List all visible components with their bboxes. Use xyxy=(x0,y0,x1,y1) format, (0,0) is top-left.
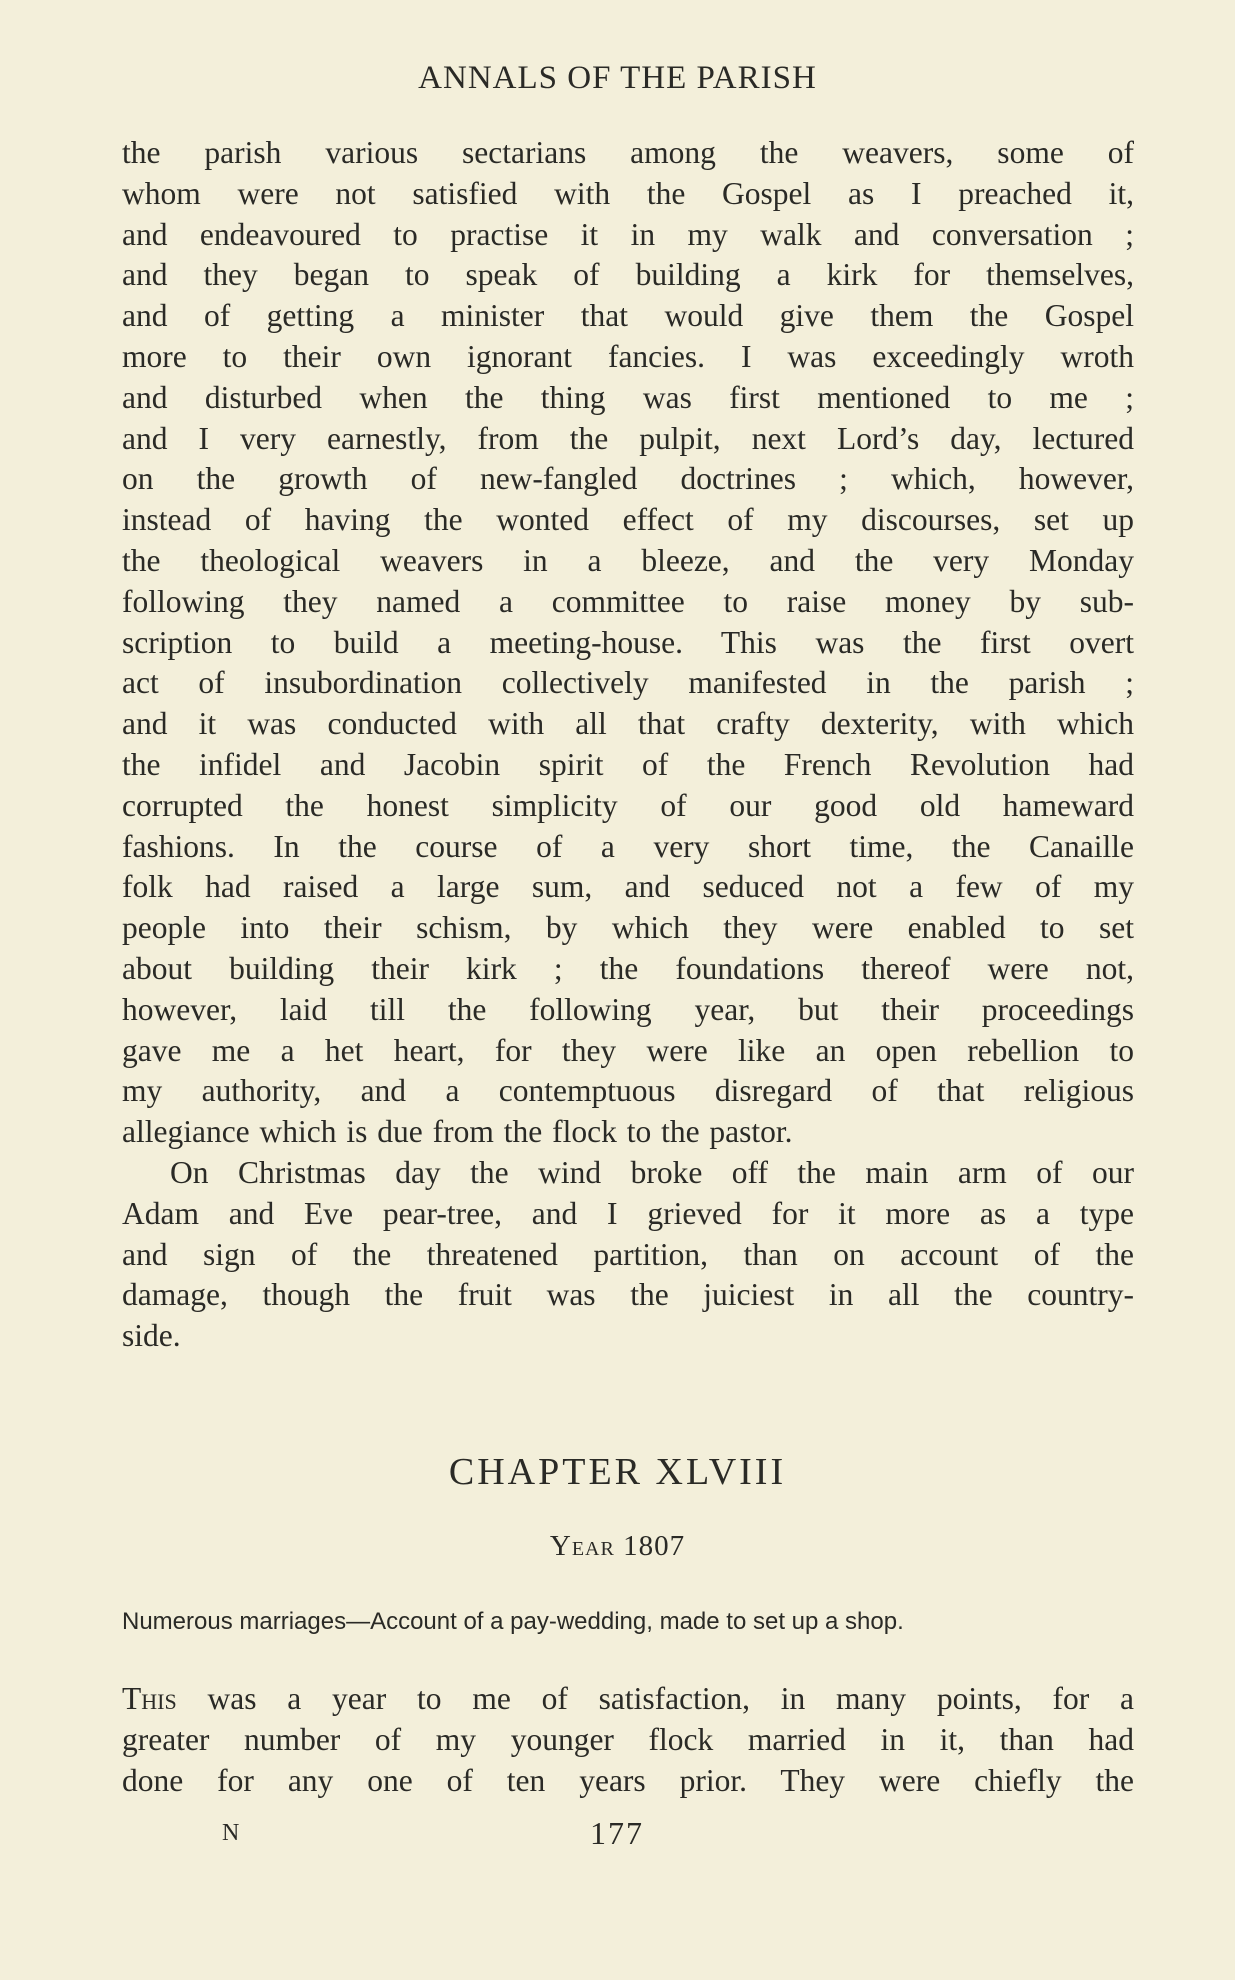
text-line: On Christmas day the wind broke off the main arm of our xyxy=(170,1154,1134,1190)
chapter-opening-paragraph xyxy=(122,1678,1134,1801)
text-line xyxy=(122,1678,1134,1719)
text-line: damage, though the fruit was the juiciest in all the country- xyxy=(122,1277,1134,1313)
text-line: however, laid till the following year, but their proceedings xyxy=(122,991,1134,1027)
text-line: on the growth of new-fangled doctrines ; which, however, xyxy=(122,461,1134,497)
chapter-title: CHAPTER XLVIII xyxy=(448,1451,787,1493)
text-line: scription to build a meeting-house. This was the first overt xyxy=(122,624,1134,660)
text-line: and it was conducted with all that crafty dexterity, with which xyxy=(122,706,1134,742)
page-number: 177 xyxy=(590,1815,644,1851)
text-line: and I very earnestly, from the pulpit, next Lord’s day, lectured xyxy=(122,420,1134,456)
text-line: fashions. In the course of a very short time, the Canaille xyxy=(122,828,1134,864)
text-line: more to their own ignorant fancies. I was exceedingly wroth xyxy=(122,338,1134,374)
running-head: ANNALS OF THE PARISH xyxy=(418,60,817,96)
text-line: people into their schism, by which they were enabled to set xyxy=(122,910,1134,946)
text-line: the infidel and Jacobin spirit of the French Revolution had xyxy=(122,746,1134,782)
text-line: whom were not satisfied with the Gospel as I preached it, xyxy=(122,175,1134,211)
opening-word: This xyxy=(122,1681,177,1716)
text-line-rest: was a year to me of satisfaction, in many points, for a xyxy=(176,1681,1134,1716)
text-line: done for any one of ten years prior. They were chiefly the xyxy=(122,1763,1134,1798)
text-line: following they named a committee to raise money by sub- xyxy=(122,583,1134,619)
text-line: about building their kirk ; the foundations thereof were not, xyxy=(122,950,1134,986)
text-line: corrupted the honest simplicity of our good old hameward xyxy=(122,787,1134,823)
text-line: and of getting a minister that would give them the Gospel xyxy=(122,298,1134,334)
text-line: and they began to speak of building a kirk for themselves, xyxy=(122,257,1134,293)
text-line: and sign of the threatened partition, than on account of the xyxy=(122,1236,1134,1272)
text-line: act of insubordination collectively manifested in the parish ; xyxy=(122,665,1134,701)
text-line: greater number of my younger flock married in it, than had xyxy=(122,1722,1134,1757)
text-line: side. xyxy=(122,1318,181,1354)
text-line: and endeavoured to practise it in my walk and conversation ; xyxy=(122,216,1134,252)
text-line: instead of having the wonted effect of my discourses, set up xyxy=(122,502,1134,538)
text-line: and disturbed when the thing was first mentioned to me ; xyxy=(122,379,1134,415)
text-line: allegiance which is due from the flock to the pastor. xyxy=(122,1114,793,1150)
text-line: my authority, and a contemptuous disregard of that religious xyxy=(122,1073,1134,1109)
text-line: gave me a het heart, for they were like an open rebellion to xyxy=(122,1032,1134,1068)
text-line: folk had raised a large sum, and seduced not a few of my xyxy=(122,869,1134,905)
text-line: the parish various sectarians among the weavers, some of xyxy=(122,135,1134,170)
text-line: Adam and Eve pear-tree, and I grieved for it more as a type xyxy=(122,1195,1134,1231)
chapter-synopsis: Numerous marriages—Account of a pay-wedding, made to set up a shop. xyxy=(122,1608,904,1635)
signature-mark: N xyxy=(222,1820,240,1846)
paragraph-1 xyxy=(122,133,1134,1357)
text-line: the theological weavers in a bleeze, and the very Monday xyxy=(122,542,1134,578)
year-heading: Year 1807 xyxy=(549,1530,686,1562)
